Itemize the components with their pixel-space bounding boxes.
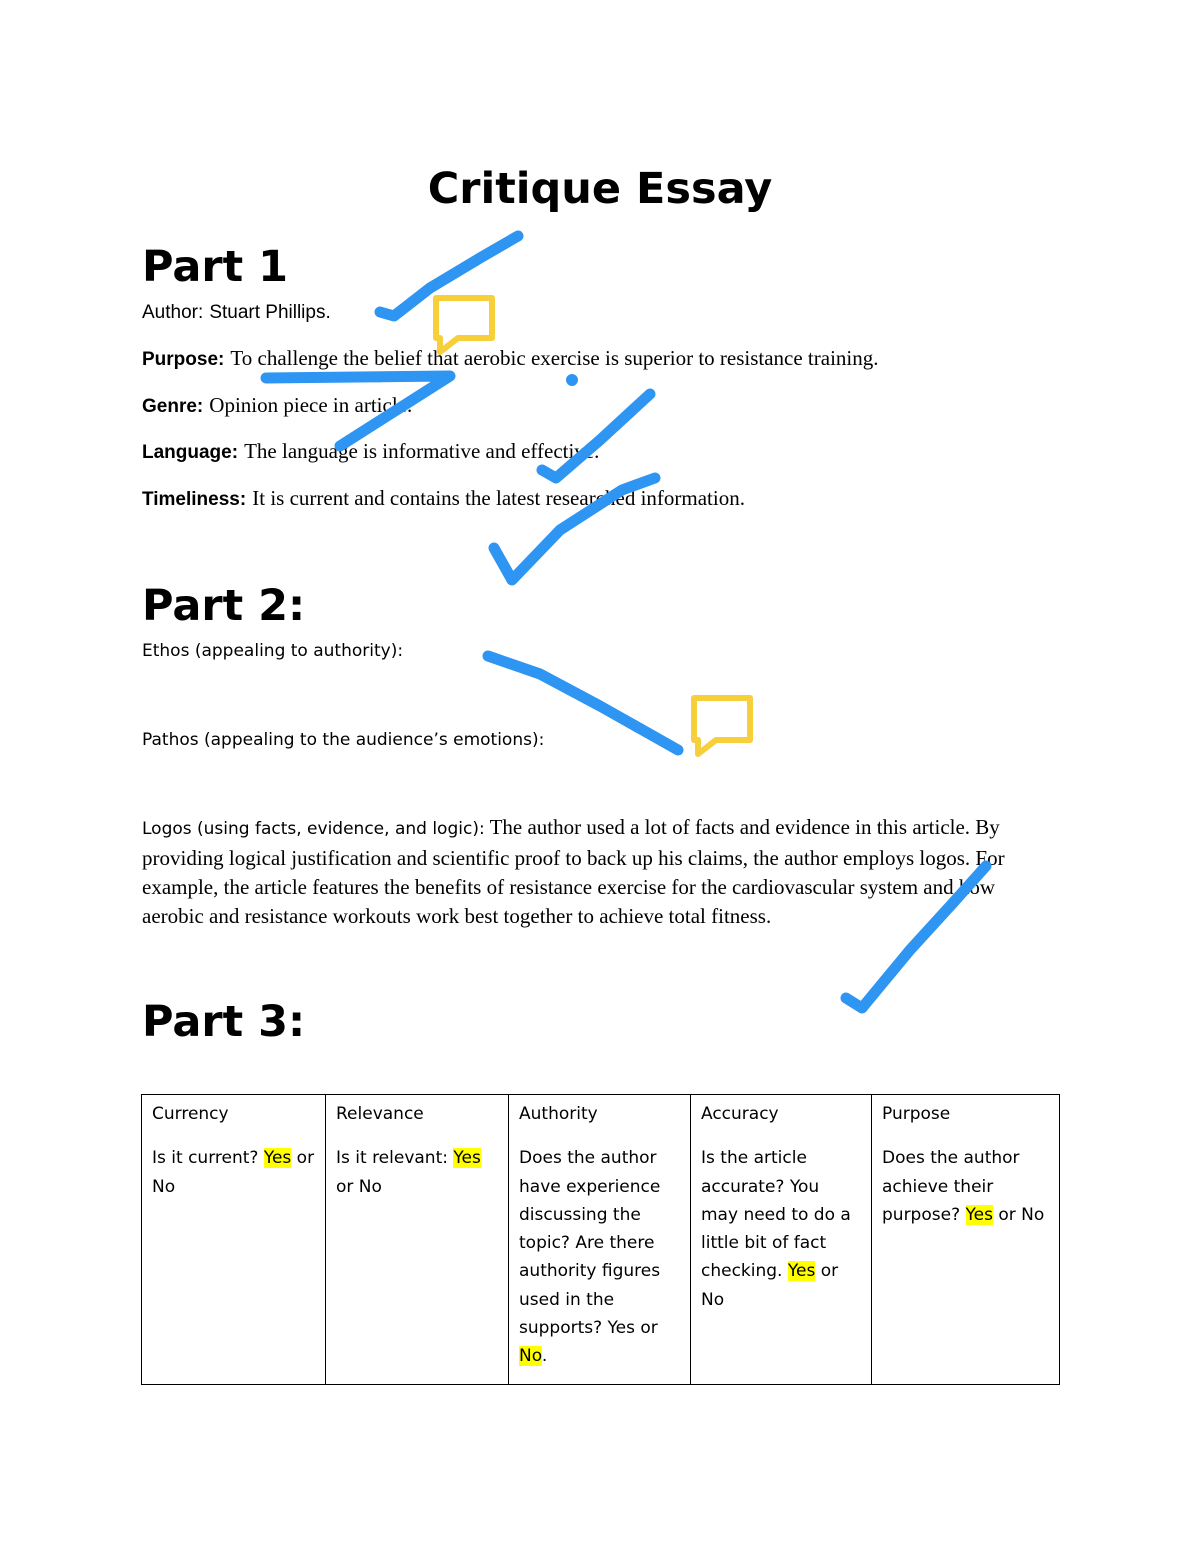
comment-icon[interactable] [694, 698, 750, 754]
author-value: Stuart Phillips. [209, 302, 331, 323]
highlight-answer: Yes [453, 1148, 481, 1169]
part3-heading: Part 3: [142, 997, 306, 1047]
purpose-line [142, 345, 879, 373]
purpose-label: Purpose: [142, 349, 225, 370]
logos-paragraph [142, 813, 1062, 931]
highlight-answer: Yes [263, 1148, 292, 1169]
table-cell-header: Authority [519, 1104, 598, 1124]
language-value: The language is informative and effective. [244, 439, 600, 463]
comment-icon[interactable] [436, 298, 492, 352]
table-cell-header: Relevance [336, 1104, 424, 1124]
pathos-label: Pathos (appealing to the audience’s emotions): [142, 730, 545, 750]
logos-label: Logos (using facts, evidence, and logic): [142, 819, 485, 839]
table-cell-accuracy [691, 1095, 872, 1385]
part1-heading: Part 1 [142, 242, 289, 292]
timeliness-value: It is current and contains the latest researched information. [252, 486, 745, 510]
pathos-line [142, 726, 544, 753]
table-cell-header: Accuracy [701, 1104, 779, 1124]
checkmark-icon [380, 236, 518, 316]
table-row [142, 1095, 1060, 1385]
ethos-label: Ethos (appealing to authority): [142, 641, 404, 661]
document-title: Critique Essay [427, 164, 773, 214]
genre-line [142, 392, 412, 420]
evaluation-table [141, 1094, 1060, 1385]
author-label: Author: [142, 302, 204, 323]
genre-label: Genre: [142, 396, 204, 417]
highlight-answer: Yes [787, 1261, 816, 1282]
table-cell-body: Does the author achieve their purpose? Yes or No [882, 1148, 1045, 1225]
table-cell-body: Is it relevant: Yes or No [336, 1148, 481, 1197]
table-cell-header: Purpose [882, 1104, 951, 1124]
highlight-answer: No [519, 1346, 542, 1367]
timeliness-line [142, 485, 745, 513]
table-cell-relevance [326, 1095, 509, 1385]
author-line [142, 299, 331, 326]
ink-dot-icon [566, 374, 578, 386]
language-label: Language: [142, 442, 239, 463]
logos-text: The author used a lot of facts and evidence in this article. By providing logical justification and scientific proof to back up his claims, the author employs logos. For example, the article features the benefits of resistance exercise for the cardiovascular system and how aerobic and resistance workouts work best together to achieve total fitness. [142, 815, 1005, 928]
table-cell-body: Is it current? Yes or No [152, 1148, 315, 1197]
highlight-answer: Yes [965, 1204, 993, 1225]
timeliness-label: Timeliness: [142, 489, 247, 510]
table-cell-body: Is the article accurate? You may need to do a little bit of fact checking. Yes or No [701, 1148, 851, 1310]
table-cell-purpose [872, 1095, 1060, 1385]
part2-heading: Part 2: [142, 581, 306, 631]
purpose-value: To challenge the belief that aerobic exercise is superior to resistance training. [230, 346, 879, 370]
table-cell-header: Currency [152, 1104, 229, 1124]
table-cell-authority [509, 1095, 691, 1385]
ethos-line [142, 637, 403, 664]
table-cell-currency [142, 1095, 326, 1385]
genre-value: Opinion piece in article. [209, 393, 413, 417]
table-cell-body: Does the author have experience discussing the topic? Are there authority figures used in the supports? Yes or No. [519, 1148, 661, 1367]
language-line [142, 438, 599, 466]
